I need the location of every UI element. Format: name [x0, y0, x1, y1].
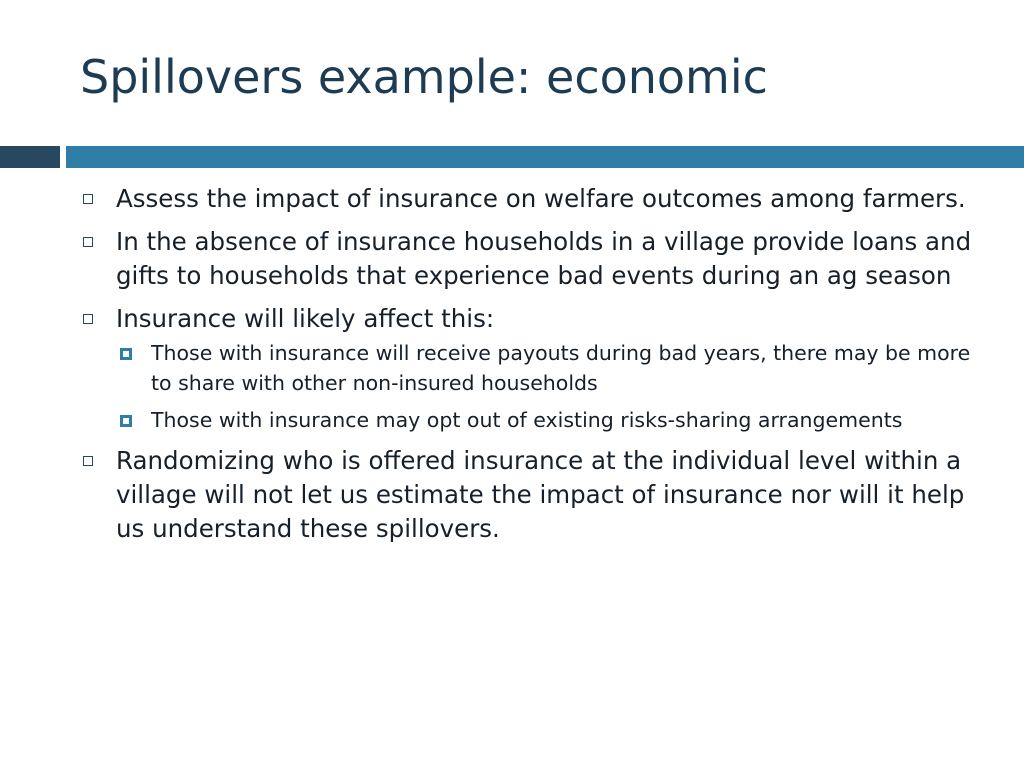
title-rule-accent [0, 146, 60, 168]
filled-square-bullet-icon [120, 348, 132, 360]
hollow-square-bullet-icon [83, 237, 93, 247]
hollow-square-bullet-icon [83, 314, 93, 324]
bullet-list [80, 182, 980, 555]
bullet-text: Insurance will likely affect this: [116, 304, 495, 333]
bullet-text: Randomizing who is offered insurance at the individual level within a village will not let us estimate the impact of insurance nor will it help us understand these spillovers. [116, 446, 965, 543]
bullet-item [80, 182, 980, 216]
bullet-text: Assess the impact of insurance on welfare outcomes among farmers. [116, 184, 966, 213]
sub-bullet-list [116, 338, 980, 435]
sub-bullet-text: Those with insurance will receive payouts during bad years, there may be more to share with other non-insured households [151, 341, 971, 395]
bullet-item [80, 225, 980, 293]
bullet-item [80, 444, 980, 546]
sub-bullet-item [116, 338, 980, 398]
hollow-square-bullet-icon [83, 456, 93, 466]
sub-bullet-text: Those with insurance may opt out of existing risks-sharing arrangements [151, 408, 903, 432]
title-rule-bar [66, 146, 1024, 168]
bullet-text: In the absence of insurance households in a village provide loans and gifts to households that experience bad events during an ag season [116, 227, 972, 290]
filled-square-bullet-icon [120, 415, 132, 427]
slide-title: Spillovers example: economic [80, 50, 768, 104]
sub-bullet-item [116, 405, 980, 435]
bullet-item [80, 302, 980, 435]
hollow-square-bullet-icon [83, 194, 93, 204]
